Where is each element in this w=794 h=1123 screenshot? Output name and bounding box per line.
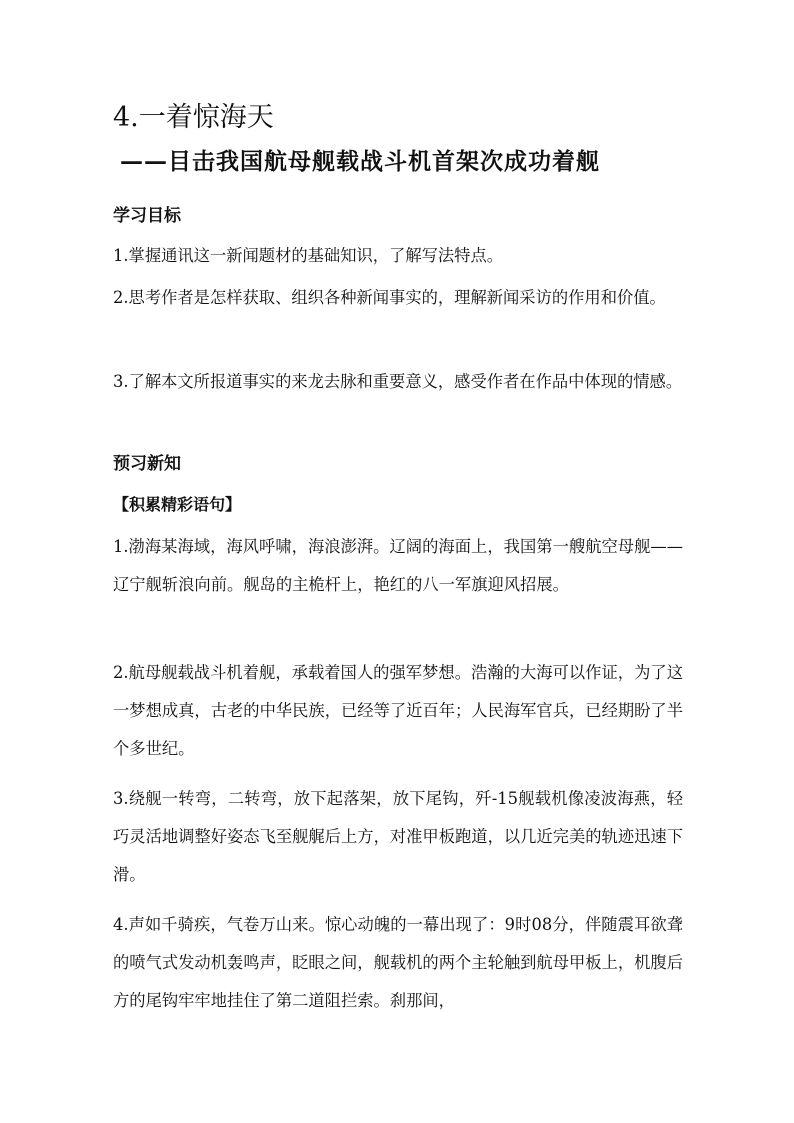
- sentence-item: 1.渤海某海域，海风呼啸，海浪澎湃。辽阔的海面上，我国第一艘航空母舰——辽宁舰斩浪向前。舰岛的主桅杆上，艳红的八一军旗迎风招展。: [113, 537, 683, 594]
- subsection-heading: 【积累精彩语句】: [113, 495, 242, 514]
- goal-item: 2.思考作者是怎样获取、组织各种新闻事实的，理解新闻采访的作用和价值。: [113, 288, 666, 307]
- sentence-item: 4.声如千骑疾，气卷万山来。惊心动魄的一幕出现了：9时08分，伴随震耳欲聋的喷气式发动机轰鸣声，眨眼之间，舰载机的两个主轮触到航母甲板上，机腹后方的尾钩牢牢地挂住了第二道阻拦索。刹那间，: [113, 915, 683, 1010]
- page-title: 4.一着惊海天: [113, 102, 274, 133]
- goal-item: 1.掌握通讯这一新闻题材的基础知识，了解写法特点。: [113, 246, 504, 265]
- page-subtitle: ——目击我国航母舰载战斗机首架次成功着舰: [120, 148, 600, 175]
- section-heading-goals: 学习目标: [113, 206, 181, 226]
- sentence-item: 3.绕舰一转弯，二转弯，放下起落架，放下尾钩，歼-15舰载机像凌波海燕，轻巧灵活地调整好姿态飞至舰艉后上方，对准甲板跑道，以几近完美的轨迹迅速下滑。: [113, 789, 683, 884]
- section-heading-preview: 预习新知: [113, 454, 181, 474]
- goal-item: 3.了解本文所报道事实的来龙去脉和重要意义，感受作者在作品中体现的情感。: [113, 372, 683, 391]
- sentence-item: 2.航母舰载战斗机着舰，承载着国人的强军梦想。浩瀚的大海可以作证，为了这一梦想成真，古老的中华民族，已经等了近百年；人民海军官兵，已经期盼了半个多世纪。: [113, 663, 683, 758]
